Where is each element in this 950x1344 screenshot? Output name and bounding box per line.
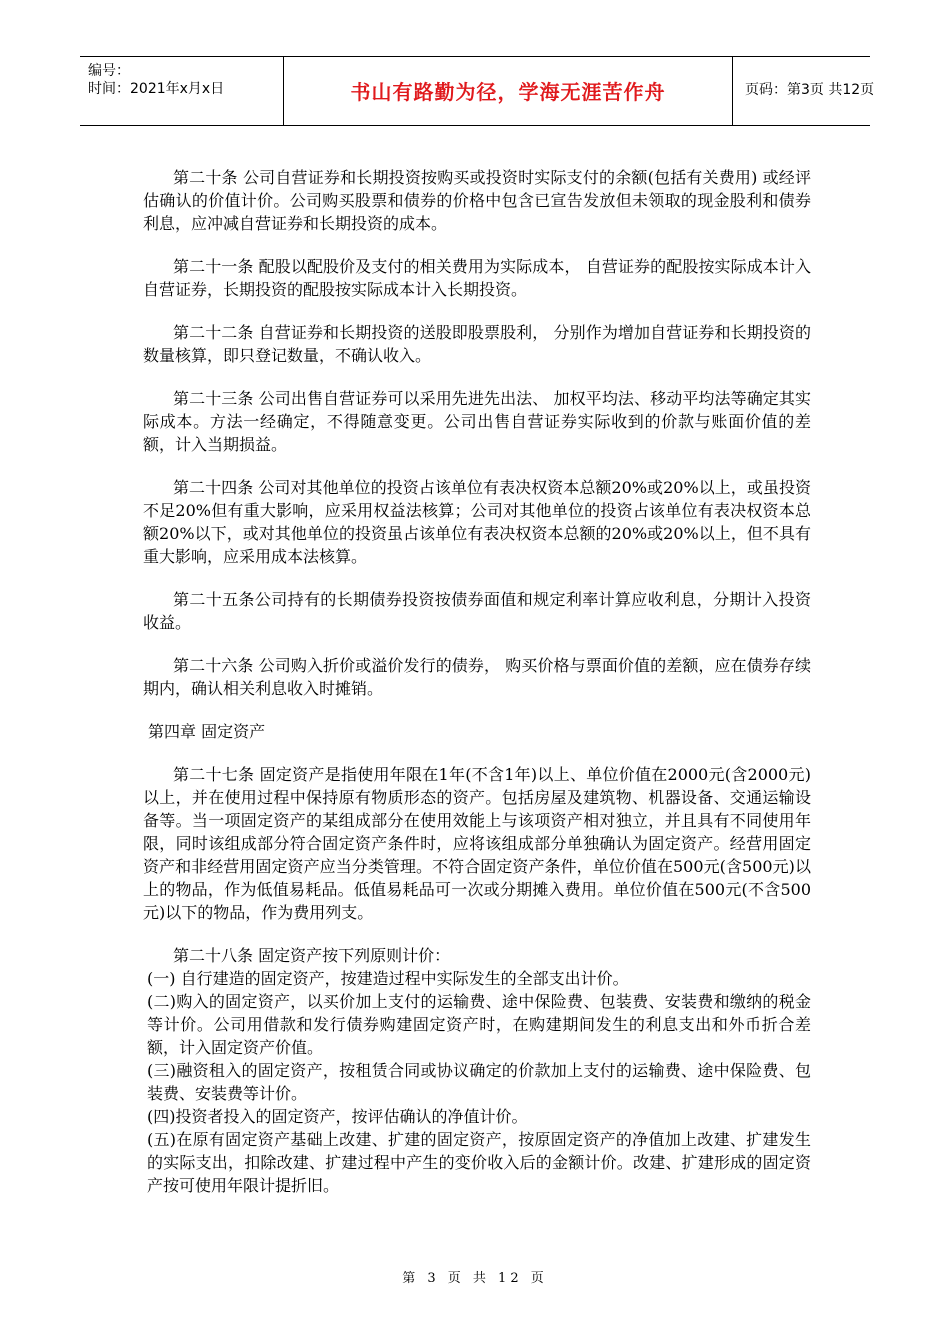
- list-item: (一) 自行建造的固定资产，按建造过程中实际发生的全部支出计价。: [147, 969, 629, 988]
- article-28: 第二十八条 固定资产按下列原则计价：: [173, 946, 451, 965]
- article-24: 第二十四条 公司对其他单位的投资占该单位有表决权资本总额20%或20%以上，或虽投资不足20%但有重大影响，应采用权益法核算；公司对其他单位的投资占该单位有表决权资本总额20%以下，或对其他单位的投资虽占该单位有表决权资本总额的20%或20%以上，但不具有重大影响，应采用成本法核算。: [143, 478, 811, 566]
- document-body: [143, 166, 811, 1197]
- list-item: (二)购入的固定资产，以买价加上支付的运输费、途中保险费、包装费、安装费和缴纳的税金等计价。公司用借款和发行债券购建固定资产时，在购建期间发生的利息支出和外币折合差额，计入固定资产价值。: [147, 992, 811, 1057]
- header-table: [80, 56, 875, 126]
- list-item: (五)在原有固定资产基础上改建、扩建的固定资产，按原固定资产的净值加上改建、扩建发生的实际支出，扣除改建、扩建过程中产生的变价收入后的金额计价。改建、扩建形成的固定资产按可使用年限计提折旧。: [147, 1130, 811, 1195]
- article-21: 第二十一条 配股以配股价及支付的相关费用为实际成本， 自营证券的配股按实际成本计入自营证券，长期投资的配股按实际成本计入长期投资。: [143, 257, 811, 299]
- article-26: 第二十六条 公司购入折价或溢价发行的债券， 购买价格与票面价值的差额，应在债券存续期内，确认相关利息收入时摊销。: [143, 656, 811, 698]
- document-date-label: 时间：2021年x月x日: [88, 81, 225, 97]
- chapter-heading: 第四章 固定资产: [148, 722, 266, 741]
- article-20: 第二十条 公司自营证券和长期投资按购买或投资时实际支付的余额(包括有关费用) 或经评估确认的价值计价。公司购买股票和债券的价格中包含已宣告发放但未领取的现金股利和债券利息，应冲减自营证券和长期投资的成本。: [143, 168, 811, 233]
- list-item: (三)融资租入的固定资产，按租赁合同或协议确定的价款加上支付的运输费、途中保险费、包装费、安装费等计价。: [147, 1061, 811, 1103]
- article-23: 第二十三条 公司出售自营证券可以采用先进先出法、 加权平均法、移动平均法等确定其实际成本。方法一经确定，不得随意变更。公司出售自营证券实际收到的价款与账面价值的差额，计入当期损益。: [143, 389, 811, 454]
- footer-page-number: 第 3 页 共 12 页: [402, 1271, 548, 1286]
- page-footer: [0, 1270, 950, 1288]
- header-motto: 书山有路勤为径，学海无涯苦作舟: [350, 80, 666, 104]
- article-27: 第二十七条 固定资产是指使用年限在1年(不含1年)以上、单位价值在2000元(含2000元) 以上，并在使用过程中保持原有物质形态的资产。包括房屋及建筑物、机器设备、交通运输设备等。当一项固定资产的某组成部分在使用效能上与该项资产相对独立，并且具有不同使用年限，同时该组成部分符合固定资产条件时，应将该组成部分单独确认为固定资产。经营用固定资产和非经营用固定资产应当分类管理。不符合固定资产条件，单位价值在500元(含500元)以上的物品，作为低值易耗品。低值易耗品可一次或分期摊入费用。单位价值在500元(不含500元)以下的物品，作为费用列支。: [143, 765, 811, 922]
- header-motto-cell: [284, 57, 733, 125]
- article-22: 第二十二条 自营证券和长期投资的送股即股票股利， 分别作为增加自营证券和长期投资的数量核算，即只登记数量，不确认收入。: [143, 323, 811, 365]
- document-number-label: 编号：: [88, 63, 130, 79]
- header-page-info: 页码：第3页 共12页: [745, 82, 875, 98]
- header-meta-cell: [80, 57, 284, 125]
- header-page-cell: [733, 57, 875, 125]
- article-25: 第二十五条公司持有的长期债券投资按债券面值和规定利率计算应收利息，分期计入投资收益。: [143, 590, 811, 632]
- list-item: (四)投资者投入的固定资产，按评估确认的净值计价。: [147, 1107, 528, 1126]
